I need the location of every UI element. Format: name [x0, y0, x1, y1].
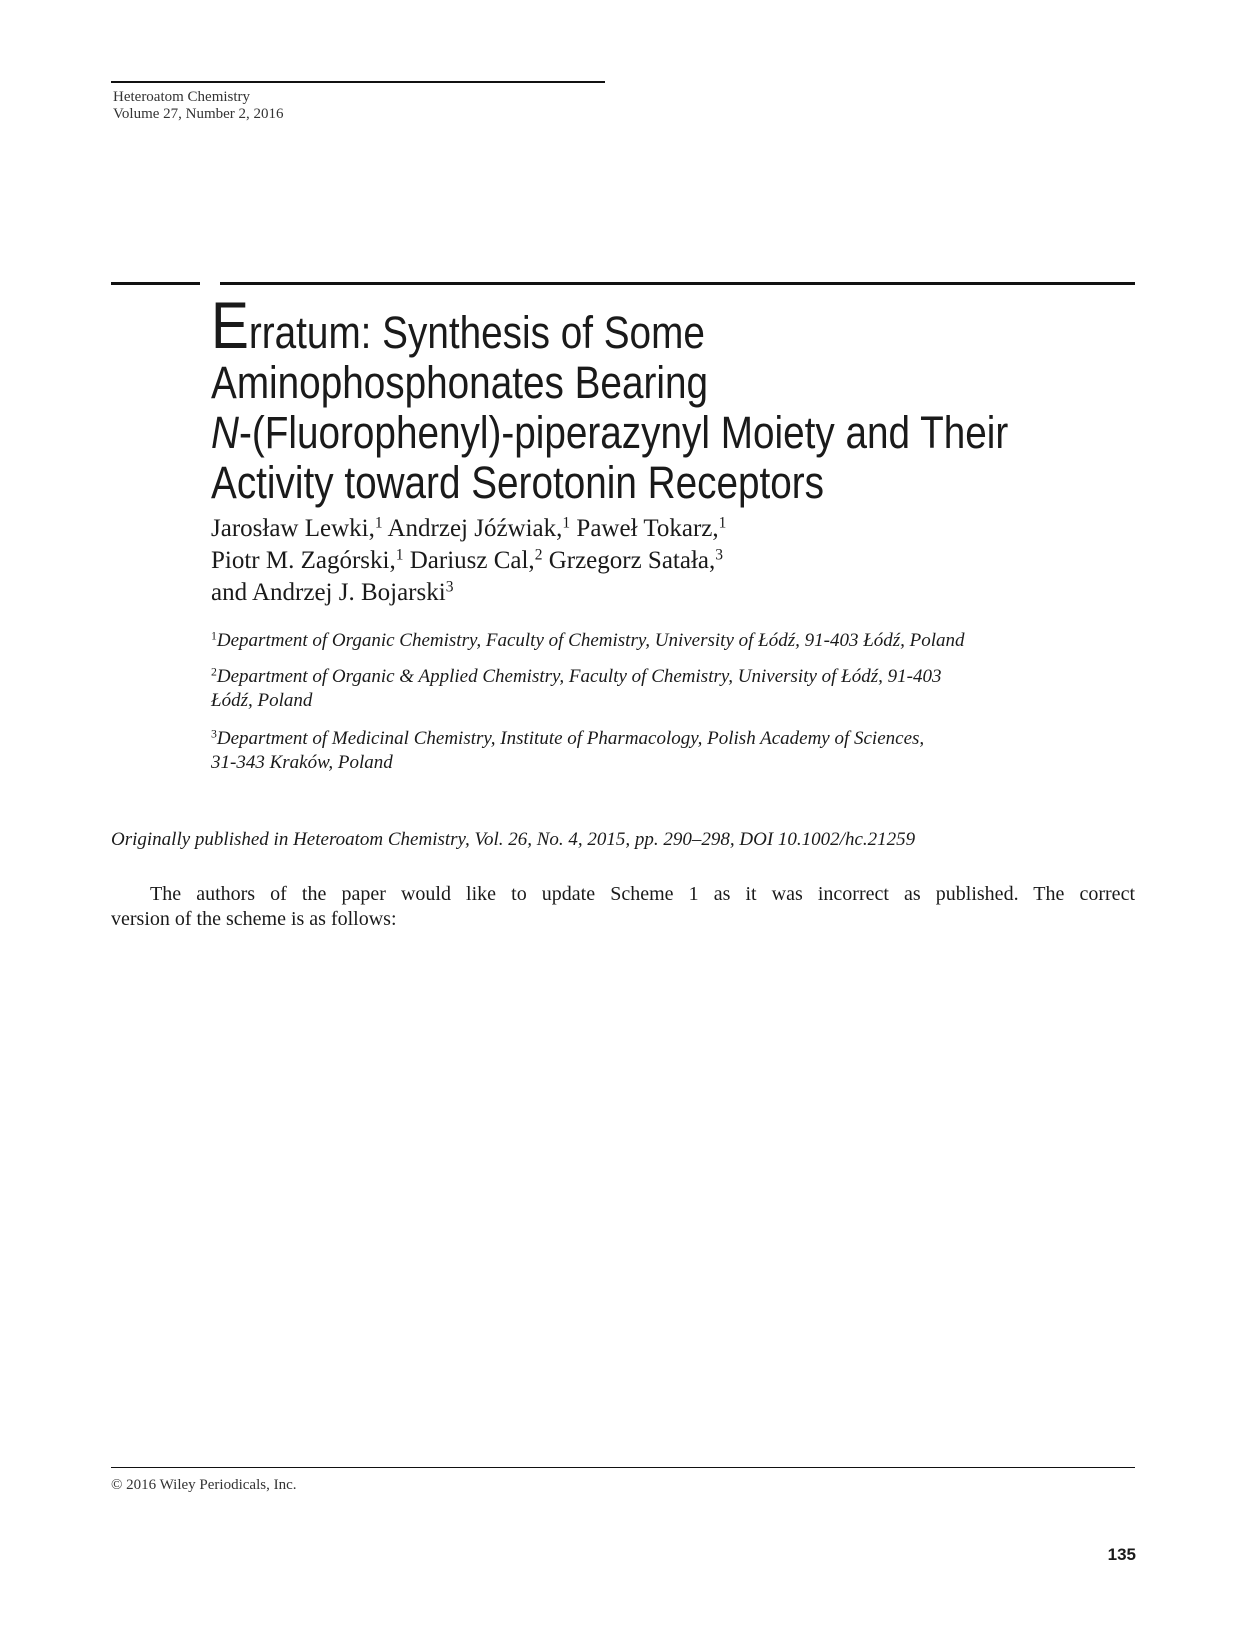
title-italic-n: N: [211, 407, 239, 458]
author-line-3: [211, 577, 726, 609]
title-rule-left: [111, 282, 200, 285]
author-affil-sup: 1: [562, 514, 571, 532]
author-affil-sup: 3: [445, 578, 454, 596]
affiliation-1: [211, 629, 1131, 653]
author-affil-sup: 1: [395, 546, 404, 564]
author-name: Dariusz Cal,: [409, 547, 535, 574]
title-line-4: Activity toward Serotonin Receptors: [211, 457, 825, 508]
journal-volume: Volume 27, Number 2, 2016: [113, 106, 284, 122]
affiliation-sup: 1: [211, 629, 217, 643]
body-paragraph: [111, 882, 1135, 932]
author-name: Andrzej Jóźwiak,: [387, 515, 563, 542]
original-publication-note: Originally published in Heteroatom Chemistry, Vol. 26, No. 4, 2015, pp. 290–298, DOI 10.1002/hc.21259: [111, 829, 916, 850]
title-line-2: Aminophosphonates Bearing: [211, 357, 708, 408]
title-drop-cap: E: [211, 288, 249, 362]
affiliation-text: Łódź, Poland: [211, 690, 313, 711]
author-affil-sup: 1: [718, 514, 727, 532]
affiliation-sup: 2: [211, 665, 217, 679]
affiliation-text: Department of Medicinal Chemistry, Institute of Pharmacology, Polish Academy of Sciences,: [216, 728, 925, 749]
footer-rule: [111, 1467, 1135, 1468]
author-affil-sup: 3: [715, 546, 724, 564]
author-name: Paweł Tokarz,: [576, 515, 719, 542]
author-name: Grzegorz Satała,: [548, 547, 716, 574]
affiliation-3: [211, 727, 1131, 775]
affiliation-sup: 3: [211, 727, 217, 741]
body-line-1: The authors of the paper would like to update Scheme 1 as it was incorrect as published. The correct: [150, 883, 1135, 905]
author-affil-sup: 1: [374, 514, 383, 532]
header-rule: [111, 81, 605, 83]
title-line-1: [211, 288, 1019, 362]
article-title: [211, 288, 1019, 508]
title-rule-right: [220, 282, 1135, 285]
author-list: [211, 513, 726, 609]
title-line-3-text: -(Fluorophenyl)-piperazynyl Moiety and Their: [238, 407, 1009, 458]
affiliation-2: [211, 665, 1131, 713]
author-affil-sup: 2: [534, 546, 543, 564]
author-name: Piotr M. Zagórski,: [211, 547, 396, 574]
title-line-1-text: rratum: Synthesis of Some: [248, 307, 705, 358]
journal-name: Heteroatom Chemistry: [113, 89, 251, 105]
body-line-2: version of the scheme is as follows:: [111, 908, 397, 930]
journal-header: [113, 89, 284, 123]
author-name: Jarosław Lewki,: [211, 515, 375, 542]
affiliation-text: 31-343 Kraków, Poland: [211, 752, 393, 773]
title-line-3: [211, 408, 1019, 458]
author-line-2: [211, 545, 726, 577]
page-number: 135: [1107, 1545, 1136, 1564]
author-line-1: [211, 513, 726, 545]
affiliation-text: Department of Organic & Applied Chemistry, Faculty of Chemistry, University of Łódź, 91-403: [216, 666, 942, 687]
affiliation-text: Department of Organic Chemistry, Faculty of Chemistry, University of Łódź, 91-403 Łódź, Poland: [216, 630, 965, 651]
author-name: and Andrzej J. Bojarski: [211, 579, 446, 606]
copyright-notice: © 2016 Wiley Periodicals, Inc.: [111, 1477, 297, 1493]
